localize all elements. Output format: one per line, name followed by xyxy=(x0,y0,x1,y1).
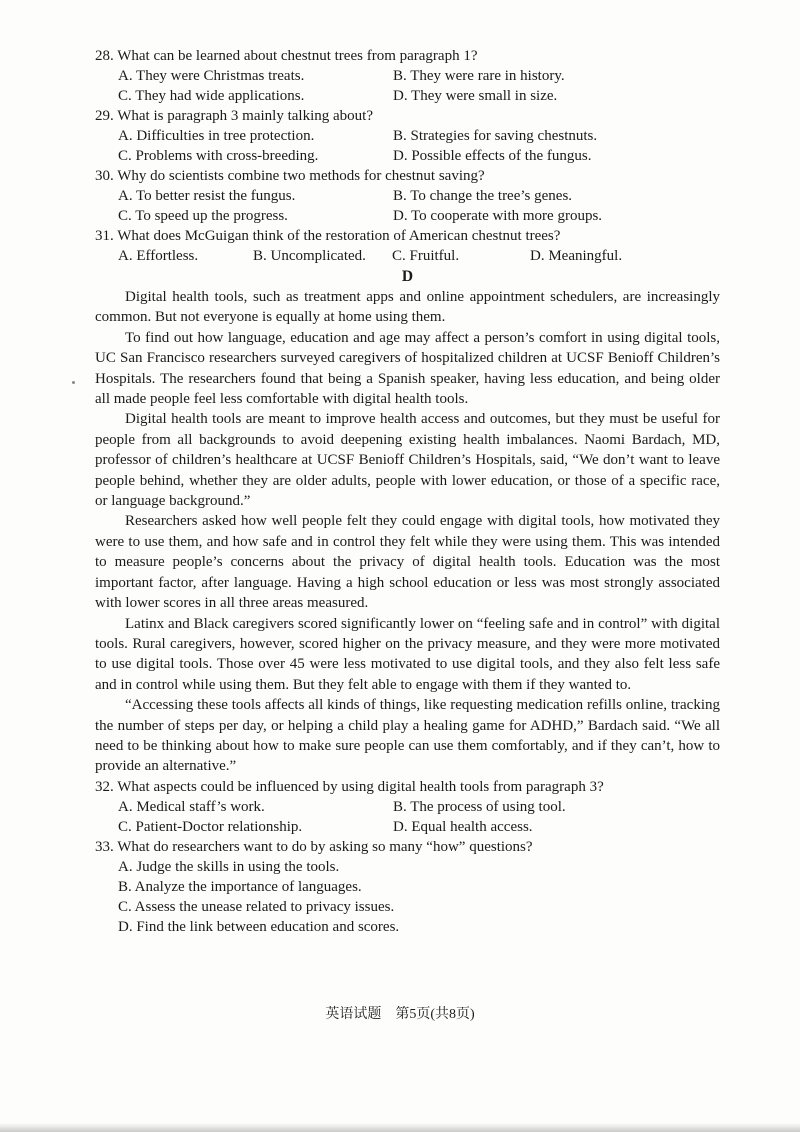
question-29-options xyxy=(118,126,720,166)
footer-text: 英语试题 第5页(共8页) xyxy=(325,1007,475,1022)
question-30 xyxy=(95,166,720,226)
question-29 xyxy=(95,106,720,166)
passage-paragraph-6: “Accessing these tools affects all kinds of things, like requesting medication refills online, tracking the number of steps per day, or helping a child play a healing game for ADHD,” Bardach said. “We all need to be thinking about how to make sure people can use them comfortably, and if they can’t, how to provide an alternative.” xyxy=(95,697,720,775)
passage-paragraph-3: Digital health tools are meant to improve health access and outcomes, but they must be useful for people from all backgrounds to avoid deepening existing health imbalances. Naomi Bardach, MD, professor of children’s healthcare at UCSF Benioff Children’s Hospitals, said, “We don’t want to leave people behind, whether they are older adults, people with lower education, or those of a specific race, or language background.” xyxy=(95,411,720,510)
question-33-option-c: C. Assess the unease related to privacy issues. xyxy=(118,898,395,915)
passage-section-label: D xyxy=(401,268,414,285)
question-33 xyxy=(95,837,720,937)
question-30-option-a: A. To better resist the fungus. xyxy=(118,188,296,204)
question-33-option-d: D. Find the link between education and scores. xyxy=(118,918,400,935)
question-28-options xyxy=(118,66,720,106)
passage-paragraph-4: Researchers asked how well people felt they could engage with digital tools, how motivated they were to use them, and how safe and in control they felt while they were using them. This was intended to measure people’s concerns about the privacy of digital health tools. Education was the most important factor, after language. Having a high school education or less was most strongly associated with lower scores in all three areas measured. xyxy=(95,513,720,612)
question-32-option-a: A. Medical staff’s work. xyxy=(118,798,265,815)
question-31-option-b: B. Uncomplicated. xyxy=(253,248,366,264)
question-31-options xyxy=(118,246,720,266)
question-32-option-c: C. Patient-Doctor relationship. xyxy=(118,818,303,835)
question-32-options xyxy=(118,797,720,837)
question-33-stem: 33. What do researchers want to do by asking so many “how” questions? xyxy=(95,838,533,855)
question-31 xyxy=(95,226,720,266)
question-30-option-c: C. To speed up the progress. xyxy=(118,208,288,224)
question-31-option-d: D. Meaningful. xyxy=(530,248,623,264)
page-footer xyxy=(0,1003,800,1023)
question-29-option-c: C. Problems with cross-breeding. xyxy=(118,148,319,164)
question-29-option-a: A. Difficulties in tree protection. xyxy=(118,128,315,144)
question-28-option-d: D. They were small in size. xyxy=(393,88,558,104)
question-28-stem: 28. What can be learned about chestnut trees from paragraph 1? xyxy=(95,48,478,64)
passage-paragraph-1: Digital health tools, such as treatment apps and online appointment schedulers, are increasingly common. But not everyone is equally at home using them. xyxy=(95,289,720,326)
question-31-option-c: C. Fruitful. xyxy=(392,248,460,264)
question-32-option-b: B. The process of using tool. xyxy=(393,798,566,815)
question-28-option-b: B. They were rare in history. xyxy=(393,68,565,84)
question-33-option-a: A. Judge the skills in using the tools. xyxy=(118,858,340,875)
passage-paragraph-5: Latinx and Black caregivers scored significantly lower on “feeling safe and in control” with digital tools. Rural caregivers, however, scored higher on the privacy measure, and they were more motivated to use digital tools. Those over 45 were less motivated to use digital tools, and they also felt less safe and in control while using them. But they felt able to engage with them if they wanted to. xyxy=(95,615,720,693)
question-31-option-a: A. Effortless. xyxy=(118,248,199,264)
question-30-options xyxy=(118,186,720,226)
question-28-option-c: C. They had wide applications. xyxy=(118,88,305,104)
page-content xyxy=(95,46,720,937)
question-30-stem: 30. Why do scientists combine two methods for chestnut saving? xyxy=(95,168,485,184)
question-28 xyxy=(95,46,720,106)
question-28-option-a: A. They were Christmas treats. xyxy=(118,68,305,84)
passage-paragraph-2: To find out how language, education and age may affect a person’s comfort in using digital tools, UC San Francisco researchers surveyed caregivers of hospitalized children at UCSF Benioff Children’s Hospitals. The researchers found that being a Spanish speaker, having less education, and being older all made people feel less comfortable with digital health tools. xyxy=(95,329,720,408)
question-29-stem: 29. What is paragraph 3 mainly talking about? xyxy=(95,108,373,124)
question-30-option-d: D. To cooperate with more groups. xyxy=(393,208,603,224)
question-30-option-b: B. To change the tree’s genes. xyxy=(393,188,573,204)
question-29-option-d: D. Possible effects of the fungus. xyxy=(393,148,592,164)
scan-speck xyxy=(72,381,75,384)
question-31-stem: 31. What does McGuigan think of the restoration of American chestnut trees? xyxy=(95,228,561,244)
question-29-option-b: B. Strategies for saving chestnuts. xyxy=(393,128,598,144)
question-32 xyxy=(95,777,720,837)
question-32-option-d: D. Equal health access. xyxy=(393,818,533,835)
question-33-option-b: B. Analyze the importance of languages. xyxy=(118,878,362,895)
question-32-stem: 32. What aspects could be influenced by using digital health tools from paragraph 3? xyxy=(95,778,604,795)
